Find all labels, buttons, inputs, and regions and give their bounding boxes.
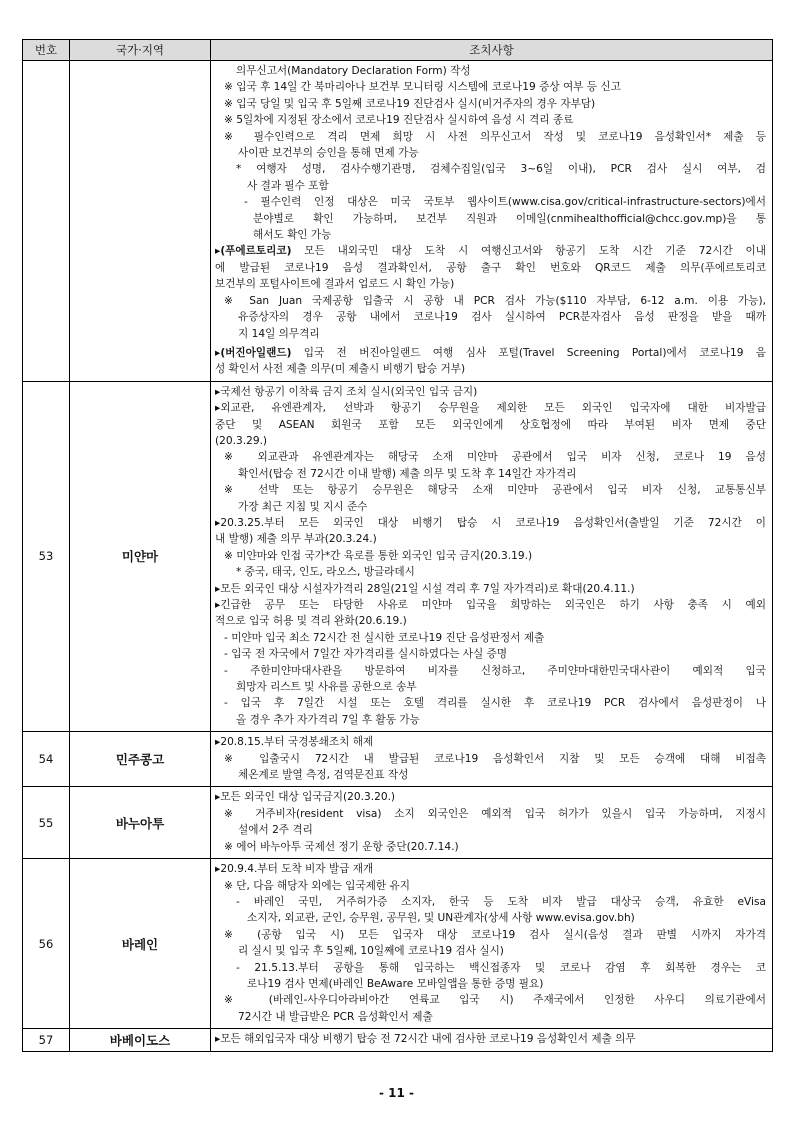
measure-text: 20.3.25.부터 모든 외국인 대상 비행기 탑승 시 코로나19 음성확인서(출발일 기준 72시간 이 [220, 516, 766, 529]
measure-line [215, 679, 766, 695]
row-number: 55 [23, 787, 70, 859]
measures-cell [211, 61, 773, 382]
measures-cell [211, 732, 773, 787]
table-row [23, 859, 773, 1029]
measure-line [215, 482, 766, 498]
measure-line [215, 178, 766, 194]
measure-text: ※ 입국 후 14일 간 북마리아나 보건부 모니터링 시스템에 코로나19 증상 여부 등 신고 [224, 81, 621, 94]
measure-text: 올 경우 추가 자가격리 7일 후 활동 가능 [236, 713, 420, 726]
measure-line [215, 449, 766, 465]
measure-text: 긴급한 공무 또는 타당한 사유로 미얀마 입국을 희망하는 외국인은 하기 사항 충족 시 예외 [220, 599, 766, 611]
measure-line [215, 63, 766, 79]
measure-line [215, 79, 766, 95]
measure-line [215, 581, 766, 597]
measure-text: 설에서 2주 격리 [238, 824, 313, 837]
measures-cell [211, 1029, 773, 1051]
measure-line [215, 734, 766, 750]
measure-line [215, 276, 766, 292]
country-name: 바레인 [70, 859, 211, 1029]
measure-line [215, 515, 766, 531]
measure-line [215, 129, 766, 145]
measure-text: 20.9.4.부터 도착 비자 발급 재개 [220, 863, 374, 876]
measure-line [215, 194, 766, 210]
bullet-icon: ▸ [215, 245, 221, 258]
measure-text: ※ 5일차에 지정된 장소에서 코로나19 진단검사 실시하여 음성 시 격리 종료 [224, 114, 574, 127]
measure-line [215, 293, 766, 309]
page-number: - 11 - [378, 1086, 414, 1100]
measure-line [215, 243, 766, 259]
measure-text: 모든 외국인 대상 시설자가격리 28일(21일 시설 격리 후 7일 자가격리)로 확대(20.4.11.) [220, 582, 635, 595]
measure-line [215, 211, 766, 227]
measure-text: 성 확인서 사전 제출 의무(미 제출시 비행기 탑승 거부) [215, 363, 466, 376]
measure-line [215, 564, 766, 580]
measure-text: 모든 내외국민 대상 도착 시 여행신고서와 항공기 도착 시간 기준 72시간 이내 [291, 245, 766, 258]
measure-text: 분야별로 확인 가능하며, 보건부 직원과 이메일(cnmihealthofficial@chcc.gov.mp)을 통 [253, 212, 766, 225]
measure-line [215, 227, 766, 243]
measure-text: 희망자 리스트 및 사유를 공한으로 송부 [236, 681, 417, 694]
measure-text: 적으로 입국 허용 및 격리 완화(20.6.19.) [215, 615, 407, 628]
measure-text: 국제선 항공기 이착륙 금지 조치 실시(외국인 입국 금지) [220, 385, 478, 398]
header-no: 번호 [23, 40, 70, 61]
measure-line [215, 96, 766, 112]
measures-cell [211, 787, 773, 859]
region-label: (버진아일랜드) [220, 346, 292, 359]
measure-text: 유증상자의 경우 공항 내에서 코로나19 검사 실시하여 PCR분자검사 음성 판정을 받을 때까 [238, 311, 766, 324]
country-name: 민주콩고 [70, 732, 211, 787]
measure-line [215, 712, 766, 728]
measure-text: 중단 및 ASEAN 회원국 포함 모든 외국인에게 상호협정에 따라 부여된 비자 면제 중단 [215, 418, 766, 431]
measure-line [215, 663, 766, 679]
measure-text: ※ (바레인-사우디아라비아간 연륙교 입국 시) 주재국에서 인정한 사우디 의료기관에서 [224, 994, 766, 1007]
measure-text: ※ (공항 입국 시) 모든 입국자 대상 코로나19 검사 실시(음성 결과 판별 시까지 자가격 [224, 928, 766, 941]
measures-cell [211, 859, 773, 1029]
measure-text: 확인서(탑승 전 72시간 이내 발행) 제출 의무 및 도착 후 14일간 자가격리 [238, 467, 577, 480]
measure-line [215, 646, 766, 662]
measure-text: * 중국, 태국, 인도, 라오스, 방글라데시 [236, 566, 415, 579]
measure-text: - 주한미얀마대사관을 방문하여 비자를 신청하고, 주미얀마대한민국대사관이 예외적 입국 [224, 664, 766, 677]
measure-line [215, 789, 766, 805]
measure-line [215, 400, 766, 416]
measure-line [215, 161, 766, 177]
country-name: 미얀마 [70, 381, 211, 732]
measure-text: 내 발행) 제출 의무 부과(20.3.24.) [215, 533, 377, 546]
measure-line [215, 112, 766, 128]
measures-cell [211, 381, 773, 732]
row-number: 54 [23, 732, 70, 787]
measure-text: 지 14일 의무격리 [238, 327, 320, 340]
measure-line [215, 839, 766, 855]
region-label: (푸에르토리코) [220, 245, 292, 258]
measure-line [215, 499, 766, 515]
measure-text: - 미얀마 입국 최소 72시간 전 실시한 코로나19 진단 음성판정서 제출 [224, 631, 545, 644]
measure-text: - 입국 전 자국에서 7일간 자가격리를 실시하였다는 사실 증명 [224, 648, 508, 661]
measure-line [215, 1031, 766, 1047]
measure-line [215, 1009, 766, 1025]
measure-line [215, 960, 766, 976]
measure-line [215, 976, 766, 992]
table-row [23, 1029, 773, 1051]
measure-text: 에 발급된 코로나19 음성 결과확인서, 공항 출구 확인 번호와 QR코드 제출 의무(푸에르토리코 [215, 261, 766, 274]
measure-text: ※ San Juan 국제공항 입출국 시 공항 내 PCR 검사 가능($110 자부담, 6-12 a.m. 이용 가능), [224, 294, 766, 307]
measure-text: 해서도 확인 가능 [253, 229, 332, 242]
row-number [23, 61, 70, 382]
bullet-icon: ▸ [215, 1033, 221, 1046]
measure-text: ※ 외교관과 유엔관계자는 해당국 소재 미얀마 공관에서 입국 비자 신청, 코로나 19 음성 [224, 451, 766, 464]
bullet-icon: ▸ [215, 863, 221, 876]
measure-text: ※ 거주비자(resident visa) 소지 외국인은 예외적 입국 허가가 있을시 입국 가능하며, 지정시 [224, 807, 766, 820]
measure-text: 입국 전 버진아일랜드 여행 심사 포털(Travel Screening Portal)에서 코로나19 음 [291, 346, 766, 359]
measure-text: 소지자, 외교관, 군인, 승무원, 공무원, 및 UN관계자(상세 사항 www.evisa.gov.bh) [247, 912, 635, 925]
measure-line [215, 894, 766, 910]
bullet-icon: ▸ [215, 599, 221, 611]
measure-line [215, 361, 766, 377]
measure-text: 사이판 보건부의 승인을 통해 면제 가능 [238, 147, 419, 160]
row-number: 57 [23, 1029, 70, 1051]
country-name [70, 61, 211, 382]
measure-text: 체온계로 발열 측정, 검역문진표 작성 [238, 769, 409, 782]
bullet-icon: ▸ [215, 516, 221, 529]
measure-line [215, 927, 766, 943]
measure-line [215, 630, 766, 646]
table-row [23, 61, 773, 382]
measure-line [215, 613, 766, 629]
bullet-icon: ▸ [215, 791, 221, 804]
header-country: 국가·지역 [70, 40, 211, 61]
measures-table [22, 39, 773, 1052]
measure-text: ※ 선박 또는 항공기 승무원은 해당국 소재 미얀마 공관에서 입국 비자 신청, 교통통신부 [224, 484, 766, 497]
measure-line [215, 943, 766, 959]
measure-text: ※ 입출국시 72시간 내 발급된 코로나19 음성확인서 지참 및 모든 승객에 대해 비접촉 [224, 752, 766, 765]
table-row [23, 381, 773, 732]
measure-text: 20.8.15.부터 국경봉쇄조치 해제 [220, 736, 374, 749]
measure-line [215, 910, 766, 926]
measure-line [215, 878, 766, 894]
header-measures: 조치사항 [211, 40, 773, 61]
measure-line [215, 822, 766, 838]
measure-text: 리 실시 및 입국 후 5일째, 10일째에 코로나19 검사 실시) [238, 945, 504, 958]
measure-text: ※ 필수인력으로 격리 면제 희망 시 사전 의무신고서 작성 및 코로나19 음성확인서* 제출 등 [224, 130, 766, 143]
measure-text: - 입국 후 7일간 시설 또는 호텔 격리를 실시한 후 코로나19 PCR 검사에서 음성판정이 나 [224, 697, 766, 710]
table-header-row [23, 40, 773, 61]
table-row [23, 787, 773, 859]
table-row [23, 732, 773, 787]
measure-line [215, 145, 766, 161]
measure-line [215, 433, 766, 449]
measure-text: 72시간 내 발급받은 PCR 음성확인서 제출 [238, 1010, 433, 1023]
bullet-icon: ▸ [215, 385, 221, 398]
country-name: 바누아투 [70, 787, 211, 859]
bullet-icon: ▸ [215, 736, 221, 749]
row-number: 53 [23, 381, 70, 732]
measure-line [215, 751, 766, 767]
measure-line [215, 531, 766, 547]
measure-line [215, 861, 766, 877]
measure-text: * 여행자 성명, 검사수행기관명, 검체수집일(입국 3~6일 이내), PCR 검사 실시 여부, 검 [236, 163, 766, 176]
measure-text: (20.3.29.) [215, 434, 268, 447]
measure-text: ※ 미얀마와 인접 국가*간 육로를 통한 외국인 입국 금지(20.3.19.) [224, 549, 533, 562]
measure-text: 가장 최근 지침 및 지시 준수 [238, 500, 368, 513]
measure-line [215, 695, 766, 711]
measure-text: ※ 입국 당일 및 입국 후 5일째 코로나19 진단검사 실시(비거주자의 경우 자부담) [224, 97, 596, 110]
measure-text: ※ 에어 바누아투 국제선 정기 운항 중단(20.7.14.) [224, 840, 459, 853]
measure-text: 모든 외국인 대상 입국금지(20.3.20.) [220, 791, 396, 804]
measure-line [215, 260, 766, 276]
measure-line [215, 548, 766, 564]
measure-text: 의무신고서(Mandatory Declaration Form) 작성 [236, 65, 471, 77]
measure-text: 로나19 검사 면제(바레인 BeAware 모바일앱을 통한 증명 필요) [247, 977, 544, 990]
measure-text: - 바레인 국민, 거주허가증 소지자, 한국 등 도착 비자 발급 대상국 승객, 유효한 eVisa [236, 895, 766, 908]
measure-text: - 필수인력 인정 대상은 미국 국토부 웹사이트(www.cisa.gov/critical-infrastructure-sectors)에서 [244, 196, 766, 209]
measure-line [215, 806, 766, 822]
measure-text: ※ 단, 다음 해당자 외에는 입국제한 유지 [224, 879, 410, 892]
measure-text: 모든 해외입국자 대상 비행기 탑승 전 72시간 내에 검사한 코로나19 음성확인서 제출 의무 [220, 1033, 636, 1046]
row-number: 56 [23, 859, 70, 1029]
measure-line [215, 597, 766, 613]
measure-line [215, 326, 766, 342]
measure-line [215, 466, 766, 482]
bullet-icon: ▸ [215, 402, 221, 415]
measure-line [215, 384, 766, 400]
bullet-icon: ▸ [215, 346, 221, 359]
measure-line [215, 309, 766, 325]
measure-text: 사 결과 필수 포함 [247, 179, 329, 192]
bullet-icon: ▸ [215, 582, 221, 595]
measure-text: - 21.5.13.부터 공항을 통해 입국하는 백신접종자 및 코로나 감염 후 회복한 경우는 코 [236, 961, 766, 974]
country-name: 바베이도스 [70, 1029, 211, 1051]
measure-line [215, 417, 766, 433]
measure-line [215, 767, 766, 783]
measure-text: 외교관, 유엔관계자, 선박과 항공기 승무원을 제외한 모든 외국인 입국자에 대한 비자발급 [220, 402, 766, 415]
measure-line [215, 992, 766, 1008]
measure-line [215, 345, 766, 361]
measure-text: 보건부의 포털사이트에 결과서 업로드 시 확인 가능) [215, 278, 455, 291]
